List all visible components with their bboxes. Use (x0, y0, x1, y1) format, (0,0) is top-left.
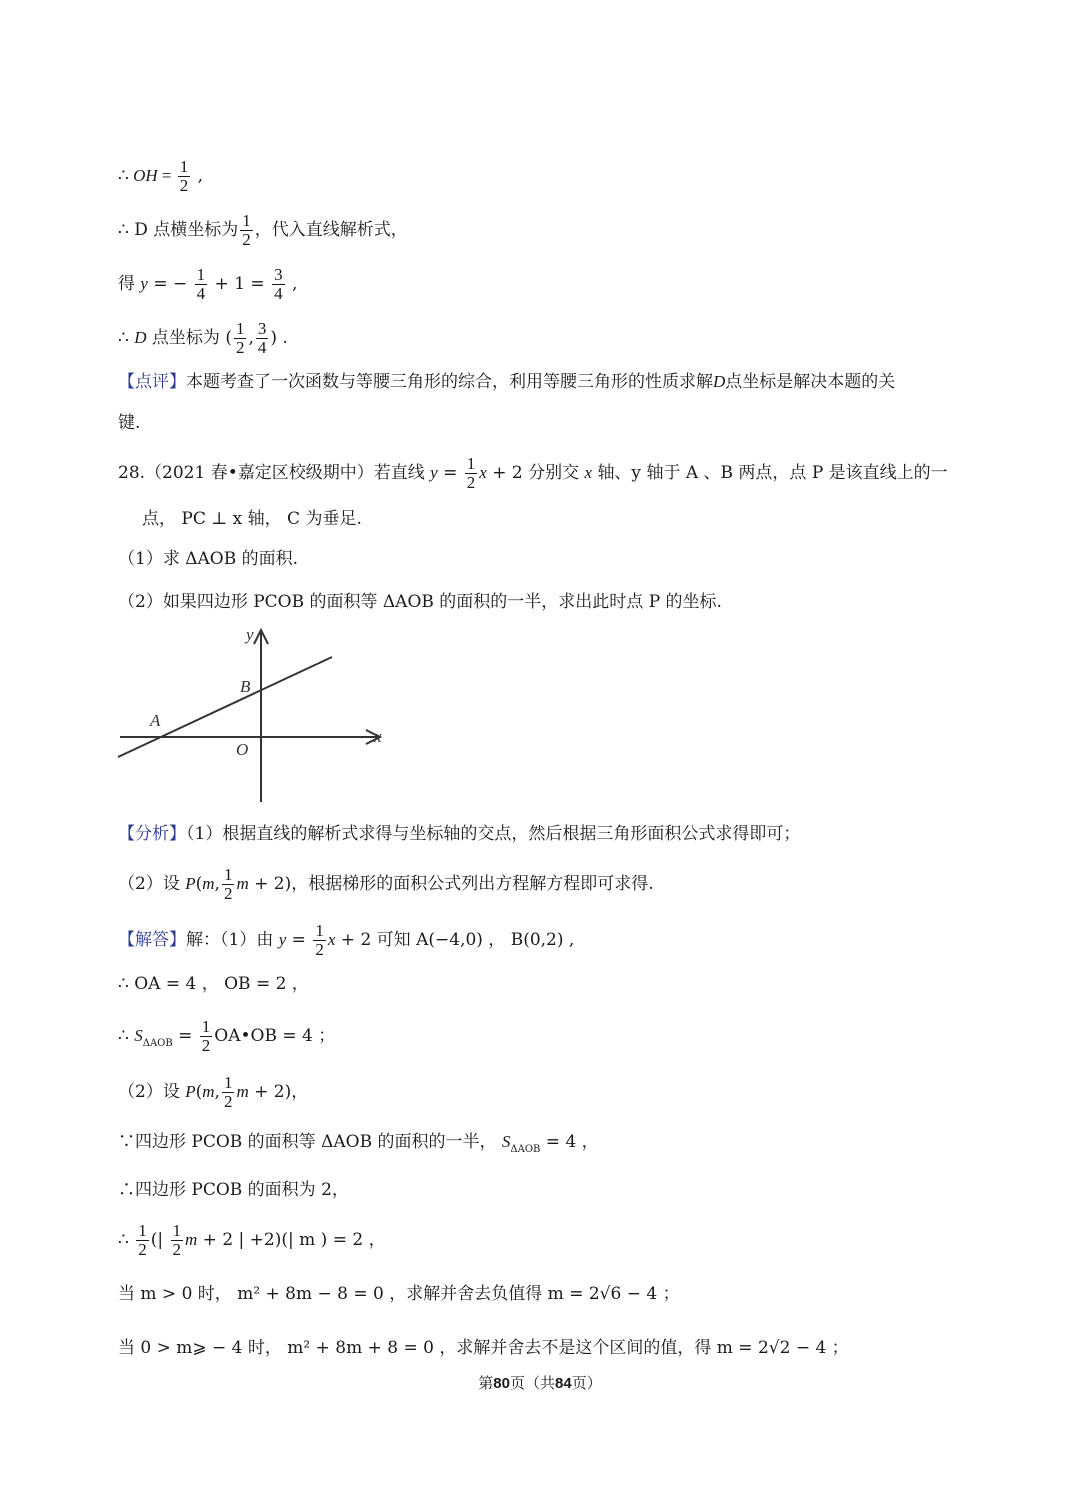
answer-line-5: ∵四边形 PCOB 的面积等 ΔAOB 的面积的一半， $S_{\Delta AOB} = 4$ ， (118, 1132, 599, 1155)
line-y-value: 得 y = − $\frac{1}{4}$ + 1 = $\frac{3}{4}$ , (118, 265, 298, 303)
analysis-line-1: 【分析】（1）根据直线的解析式求得与坐标轴的交点，然后根据三角形面积公式求得即可； (118, 824, 801, 844)
line-oh: ∴ OH = $\frac{1}{2}$ , (118, 157, 204, 195)
label-o: O (236, 740, 249, 759)
review-tag: 【点评】 (118, 372, 186, 392)
answer-line-6: ∴四边形 PCOB 的面积为 2， (118, 1180, 349, 1200)
question-part-1: （1）求 ΔAOB 的面积. (118, 549, 299, 569)
label-x: x (374, 727, 382, 746)
answer-line-8: 当 m > 0 时， m² + 8m − 8 = 0 ，求解并舍去负值得 m = 2√6 − 4 ； (118, 1284, 680, 1304)
question-28-line-2: 点， PC ⊥ x 轴， C 为垂足. (142, 509, 362, 529)
label-b: B (240, 677, 251, 696)
answer-line-3: ∴ $S_{\Delta AOB}$ = $\frac{1}{2}$ OA•OB = 4 ； (118, 1017, 336, 1055)
answer-line-2: ∴ OA = 4 ， OB = 2 ， (118, 974, 309, 994)
label-a: A (150, 711, 161, 730)
label-y: y (246, 625, 254, 644)
answer-line-7: ∴ $\frac{1}{2}$ (| $\frac{1}{2}$ m + 2 | +2)(| m ) = 2 ， (118, 1221, 386, 1259)
coordinate-figure (110, 620, 400, 810)
page-total: 84 (555, 1375, 572, 1392)
answer-tag: 【解答】 (118, 930, 186, 950)
analysis-tag: 【分析】 (118, 824, 186, 844)
line-d-coordinates: ∴ D 点坐标为 ( $\frac{1}{2}$ , $\frac{3}{4}$ ) . (118, 319, 288, 357)
analysis-line-2: （2）设 P(m, $\frac{1}{2}$ m + 2)，根据梯形的面积公式列出方程解方程即可求得. (118, 865, 654, 903)
answer-line-9: 当 0 > m⩾ − 4 时， m² + 8m + 8 = 0 ，求解并舍去不是这个区间的值，得 m = 2√2 − 4 ； (118, 1338, 849, 1358)
answer-line-4: （2）设 P(m, $\frac{1}{2}$ m + 2)， (118, 1073, 309, 1111)
question-part-2: （2）如果四边形 PCOB 的面积等 ΔAOB 的面积的一半，求出此时点 P 的坐标. (118, 592, 722, 612)
review-line-1: 【点评】本题考查了一次函数与等腰三角形的综合，利用等腰三角形的性质求解D点坐标是解决本题的关 (118, 372, 896, 392)
page-number: 80 (493, 1375, 510, 1392)
page-footer: 第80页（共84页） (478, 1374, 602, 1392)
line-d-abscissa: ∴ D 点横坐标为 $\frac{1}{2}$ ，代入直线解析式， (118, 211, 408, 249)
question-28-line-1: 28.（2021 春•嘉定区校级期中）若直线 y = $\frac{1}{2}$ x + 2 分别交 x 轴、y 轴于 A 、B 两点，点 P 是该直线上的一 (118, 454, 948, 492)
review-line-2: 键. (118, 413, 141, 433)
answer-line-1: 【解答】解：（1）由 y = $\frac{1}{2}$ x + 2 可知 A(−4,0) ， B(0,2) , (118, 921, 575, 959)
